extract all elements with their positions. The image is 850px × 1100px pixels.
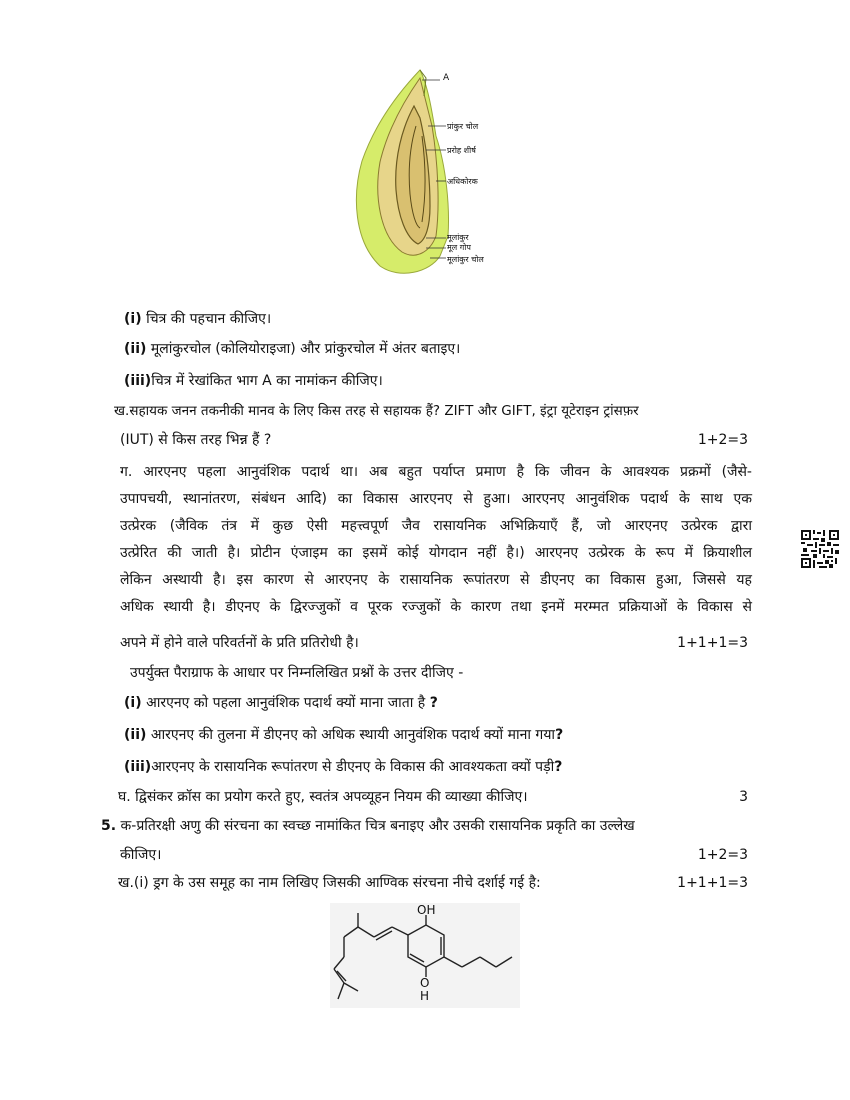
question-text: चित्र की पहचान कीजिए।: [146, 311, 272, 327]
question-ga-paragraph: [120, 459, 752, 621]
question-ga-marks: 1+1+1=3: [677, 635, 748, 651]
paragraph-line: लेकिन अस्थायी है। इस कारण से आरएनए के रासायनिक रूपांतरण से डीएनए का विकास हुआ, जिससे यह: [120, 572, 752, 588]
question-iii: [124, 370, 383, 392]
question-number: 5.: [101, 818, 117, 834]
question-ga-instruction: उपर्युक्त पैराग्राफ के आधार पर निम्नलिखित प्रश्नों के उत्तर दीजिए -: [130, 665, 464, 681]
paragraph-line: ग. आरएनए पहला आनुवंशिक पदार्थ था। अब बहुत पर्याप्त प्रमाण है कि जीवन के आवश्यक प्रक्रमों (जैसे-: [120, 464, 752, 480]
molecule-label-oh: OH: [417, 903, 436, 917]
question-5-kha: ख.(i) ड्रग के उस समूह का नाम लिखिए जिसकी आण्विक संरचना नीचे दर्शाई गई है:: [118, 875, 541, 891]
figure-label-radicle: मूलांकुर: [447, 233, 469, 242]
question-ga-sub-ii: [124, 724, 563, 746]
figure-label-shoot-apex: प्ररोह शीर्ष: [447, 146, 476, 155]
question-text: क-प्रतिरक्षी अणु की संरचना का स्वच्छ नामांकित चित्र बनाइए और उसकी रासायनिक प्रकृति का उल्लेख: [120, 818, 635, 834]
question-mark: ?: [429, 695, 438, 711]
question-kha-marks: 1+2=3: [697, 432, 748, 448]
figure-label-epiblast: अधिकोरक: [447, 177, 478, 186]
question-mark: ?: [554, 759, 563, 775]
molecule-label-o: O: [420, 976, 430, 990]
question-number: (ii): [124, 341, 147, 357]
question-5-marks: 1+2=3: [697, 847, 748, 863]
question-ga-sub-iii: [124, 756, 562, 778]
question-kha-line1: ख.सहायक जनन तकनीकी मानव के लिए किस तरह से सहायक हैं? ZIFT और GIFT, इंट्रा यूटेराइन ट्रांसफ़र: [114, 403, 639, 419]
question-number: (iii): [124, 759, 152, 775]
question-ii: [124, 338, 460, 360]
question-gha: घ. द्विसंकर क्रॉस का प्रयोग करते हुए, स्वतंत्र अपव्यूहन नियम की व्याख्या कीजिए।: [118, 789, 528, 805]
question-5-kha-marks: 1+1+1=3: [677, 875, 748, 891]
question-number: (iii): [124, 373, 152, 389]
molecule-figure: [330, 903, 520, 1008]
question-5-line2: कीजिए।: [120, 847, 162, 863]
question-gha-marks: 3: [739, 789, 748, 805]
question-5-line1: [101, 815, 635, 837]
question-text: मूलांकुरचोल (कोलियोराइजा) और प्रांकुरचोल में अंतर बताइए।: [150, 341, 461, 357]
question-ga-last-line: अपने में होने वाले परिवर्तनों के प्रति प्रतिरोधी है।: [120, 635, 359, 651]
figure-label-coleorhiza: मूलांकुर चोल: [447, 255, 484, 264]
figure-label-coleoptile: प्रांकुर चोल: [447, 122, 479, 131]
question-number: (i): [124, 695, 142, 711]
question-number: (ii): [124, 727, 147, 743]
paragraph-line: उत्प्रेरित की जाती है। प्रोटीन एंजाइम का इसमें कोई योगदान नहीं है।) आरएनए उत्प्रेरक के रूप में क्रियाशील: [120, 545, 752, 561]
question-kha-line2: (IUT) से किस तरह भिन्न हैं ?: [120, 432, 272, 448]
paragraph-line: अधिक स्थायी है। डीएनए के द्विरज्जुकों व पूरक रज्जुकों के कारण तथा इनमें मरम्मत प्रक्रियाओं के विकास से: [120, 599, 752, 615]
qr-code-icon: [801, 530, 839, 568]
qr-code: [801, 530, 839, 568]
paragraph-line: उत्प्रेरक (जैविक तंत्र में कुछ ऐसी महत्त्वपूर्ण जैव रासायनिक अभिक्रियाएँ हैं, जो आरएनए उत्प्रेरक द्वारा: [120, 518, 752, 534]
paragraph-line: उपापचयी, स्थानांतरण, संबंधन आदि) का विकास आरएनए से हुआ। आरएनए आनुवंशिक पदार्थ के साथ एक: [120, 491, 752, 507]
molecule-label-h: H: [420, 989, 430, 1003]
question-text: आरएनए की तुलना में डीएनए को अधिक स्थायी आनुवंशिक पदार्थ क्यों माना गया: [150, 727, 556, 743]
question-mark: ?: [555, 727, 564, 743]
figure-label-root-cap: मूल गोप: [447, 243, 471, 252]
question-text: आरएनए को पहला आनुवंशिक पदार्थ क्यों माना जाता है: [146, 695, 430, 711]
question-i: [124, 308, 271, 330]
embryo-diagram: [340, 66, 510, 281]
embryo-figure: [340, 66, 510, 281]
question-ga-sub-i: [124, 692, 438, 714]
figure-label-a: A: [443, 73, 450, 83]
question-number: (i): [124, 311, 142, 327]
question-text: चित्र में रेखांकित भाग A का नामांकन कीजिए।: [151, 373, 383, 389]
question-text: आरएनए के रासायनिक रूपांतरण से डीएनए के विकास की आवश्यकता क्यों पड़ी: [151, 759, 555, 775]
